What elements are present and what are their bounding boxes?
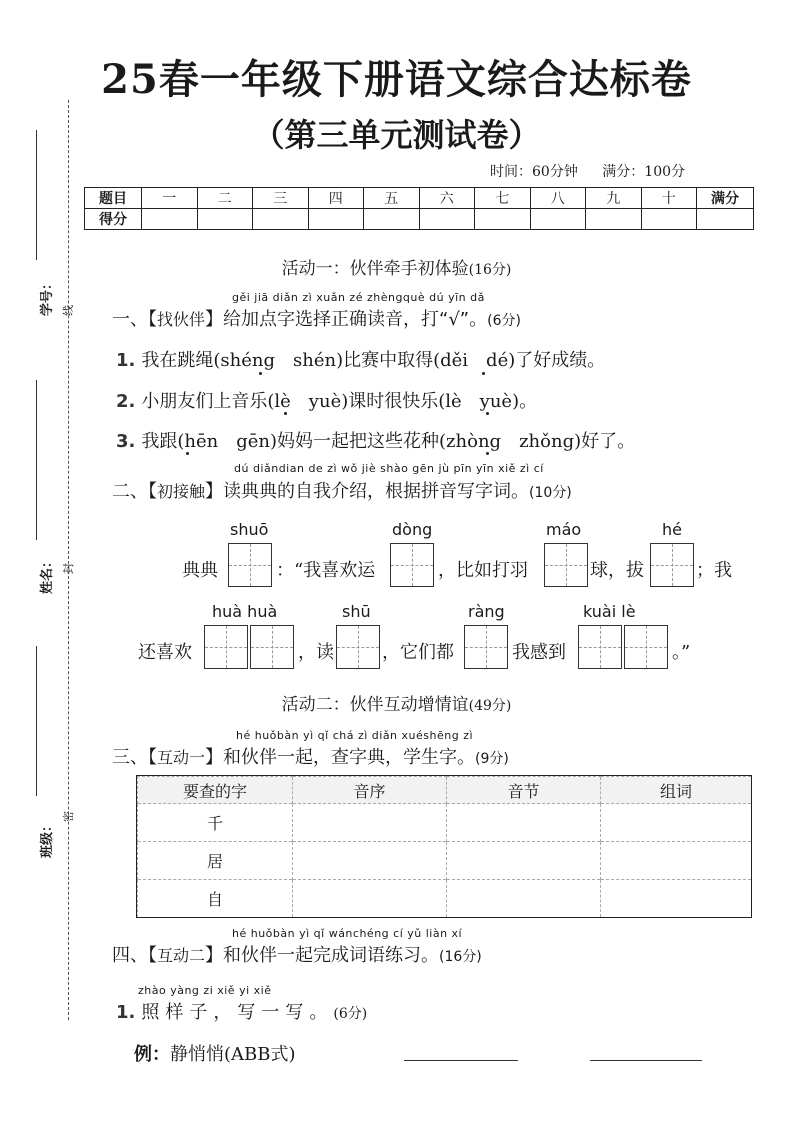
binding-line bbox=[68, 100, 69, 1020]
table-row bbox=[138, 880, 752, 918]
blank-pinyin: kuài lè bbox=[583, 602, 636, 621]
page-title: 25春一年级下册语文综合达标卷 bbox=[101, 56, 692, 103]
score-cell: 题目 bbox=[85, 188, 142, 209]
q2-text-segment: ；我 bbox=[696, 560, 732, 581]
q2-text-segment: ：“我喜欢运 bbox=[276, 560, 376, 581]
emphasis-dot bbox=[186, 452, 189, 455]
blank-pinyin: shuō bbox=[230, 520, 269, 539]
dictionary-char: 千 bbox=[138, 804, 293, 842]
q4-prefix: 四、【 bbox=[112, 945, 157, 966]
score-input-cell[interactable] bbox=[308, 209, 364, 230]
writing-box[interactable] bbox=[624, 625, 668, 669]
score-cell: 七 bbox=[475, 188, 531, 209]
score-cell: 一 bbox=[142, 188, 198, 209]
q4-sub1-num: 1. bbox=[116, 1002, 136, 1023]
class-field[interactable] bbox=[36, 646, 37, 796]
emphasis-dot bbox=[486, 452, 489, 455]
q2-text-segment: ，读 bbox=[298, 642, 334, 663]
q1-item-num: 3. bbox=[116, 431, 136, 452]
activity-2-title: 活动二：伙伴互动增情谊 bbox=[281, 695, 469, 715]
activity-1-points: (16分) bbox=[468, 262, 512, 278]
q1-item-num: 2. bbox=[116, 391, 136, 412]
score-input-cell[interactable] bbox=[697, 209, 754, 230]
q1-text: 】给加点字选择正确读音，打“√”。 bbox=[205, 309, 488, 330]
q1-item-text: 小朋友们上音乐(lè yuè)课时很快乐(lè yuè)。 bbox=[141, 391, 538, 412]
blank-pinyin: hé bbox=[662, 520, 682, 539]
seal-mark: 封 bbox=[62, 563, 75, 574]
activity-1-title: 活动一：伙伴牵手初体验 bbox=[281, 259, 469, 279]
q2-points: (10分) bbox=[529, 485, 572, 501]
q3-prefix: 三、【 bbox=[112, 747, 157, 768]
name-field[interactable] bbox=[36, 380, 37, 540]
score-cell: 五 bbox=[364, 188, 420, 209]
answer-blank[interactable] bbox=[590, 1060, 702, 1061]
score-cell: 六 bbox=[419, 188, 475, 209]
q1-heading bbox=[112, 305, 521, 331]
blank-pinyin: dòng bbox=[392, 520, 433, 539]
score-row-label: 得分 bbox=[85, 209, 142, 230]
q1-pinyin: gěi jiā diǎn zì xuǎn zé zhèngquè dú yīn dǎ bbox=[232, 291, 485, 304]
score-input-cell[interactable] bbox=[475, 209, 531, 230]
writing-box[interactable] bbox=[336, 625, 380, 669]
answer-cell[interactable] bbox=[447, 880, 601, 918]
answer-cell[interactable] bbox=[447, 842, 601, 880]
q2-prefix: 二、【 bbox=[112, 481, 157, 502]
q1-item-num: 1. bbox=[116, 350, 136, 371]
blank-pinyin: ràng bbox=[468, 602, 505, 621]
writing-box[interactable] bbox=[390, 543, 434, 587]
answer-cell[interactable] bbox=[293, 804, 447, 842]
score-cell: 十 bbox=[641, 188, 697, 209]
writing-box[interactable] bbox=[578, 625, 622, 669]
class-label: 班级： bbox=[40, 818, 55, 858]
q3-points: (9分) bbox=[475, 751, 509, 767]
emphasis-dot bbox=[486, 412, 489, 415]
example-text: 静悄悄(ABB式) bbox=[170, 1044, 296, 1065]
score-input-cell[interactable] bbox=[253, 209, 309, 230]
time-limit: 时间：60分钟 bbox=[490, 164, 578, 180]
q4-sub1-text: 照样子，写一写。 bbox=[141, 1002, 334, 1023]
dictionary-header-cell: 组词 bbox=[601, 777, 752, 804]
score-input-cell[interactable] bbox=[197, 209, 253, 230]
writing-box[interactable] bbox=[250, 625, 294, 669]
q4-sub1-points: (6分) bbox=[333, 1006, 368, 1022]
dictionary-header-cell: 音节 bbox=[447, 777, 601, 804]
q1-item-2 bbox=[116, 387, 537, 413]
q4-sub1 bbox=[116, 998, 367, 1024]
q4-example bbox=[134, 1040, 296, 1066]
writing-box[interactable] bbox=[650, 543, 694, 587]
q4-points: (16分) bbox=[439, 949, 482, 965]
answer-cell[interactable] bbox=[601, 804, 752, 842]
emphasis-dot bbox=[259, 372, 262, 375]
score-cell: 三 bbox=[253, 188, 309, 209]
page-subtitle: （第三单元测试卷） bbox=[252, 116, 541, 154]
writing-box[interactable] bbox=[544, 543, 588, 587]
blank-pinyin: shū bbox=[342, 602, 371, 621]
q4-heading bbox=[112, 941, 482, 967]
score-input-cell[interactable] bbox=[142, 209, 198, 230]
table-row bbox=[138, 842, 752, 880]
emphasis-dot bbox=[482, 372, 485, 375]
q2-text-segment: 。” bbox=[672, 642, 691, 663]
score-table-score-row bbox=[85, 209, 754, 230]
score-cell: 满分 bbox=[697, 188, 754, 209]
score-cell: 二 bbox=[197, 188, 253, 209]
line-mark: 线 bbox=[62, 305, 75, 316]
score-input-cell[interactable] bbox=[364, 209, 420, 230]
q2-text-segment: 球，拔 bbox=[590, 560, 644, 581]
writing-box[interactable] bbox=[228, 543, 272, 587]
q2-tag: 初接触 bbox=[157, 482, 206, 501]
exam-meta bbox=[490, 161, 705, 181]
q3-pinyin: hé huǒbàn yì qǐ chá zì diǎn xuéshēng zì bbox=[236, 729, 474, 742]
dictionary-char: 自 bbox=[138, 880, 293, 918]
q2-text: 】读典典的自我介绍，根据拼音写字词。 bbox=[205, 481, 530, 502]
blank-pinyin: huà huà bbox=[212, 602, 278, 621]
dictionary-header-cell: 要查的字 bbox=[138, 777, 293, 804]
writing-box[interactable] bbox=[204, 625, 248, 669]
score-input-cell[interactable] bbox=[586, 209, 642, 230]
q2-text-segment: ，比如打羽 bbox=[438, 560, 528, 581]
q2-text-segment: 典典 bbox=[182, 560, 218, 581]
activity-2-points: (49分) bbox=[468, 698, 512, 714]
score-cell: 四 bbox=[308, 188, 364, 209]
activity-2-heading bbox=[0, 690, 793, 715]
emphasis-dot bbox=[284, 412, 287, 415]
secret-mark: 密 bbox=[62, 811, 75, 822]
dictionary-header-row bbox=[138, 777, 752, 804]
q3-tag: 互动一 bbox=[157, 748, 206, 767]
q1-item-text: 我在跳绳(shéng shén)比赛中取得(děi dé)了好成绩。 bbox=[141, 350, 606, 371]
dictionary-header-cell: 音序 bbox=[293, 777, 447, 804]
answer-cell[interactable] bbox=[447, 804, 601, 842]
q2-pinyin: dú diǎndian de zì wǒ jiè shào gēn jù pīn yīn xiě zì cí bbox=[234, 462, 544, 475]
student-id-field[interactable] bbox=[36, 130, 37, 260]
answer-blank[interactable] bbox=[404, 1060, 518, 1061]
answer-cell[interactable] bbox=[293, 842, 447, 880]
q1-prefix: 一、【 bbox=[112, 309, 157, 330]
answer-cell[interactable] bbox=[293, 880, 447, 918]
q3-text: 】和伙伴一起，查字典，学生字。 bbox=[205, 747, 476, 768]
example-label: 例： bbox=[134, 1044, 170, 1065]
q2-text-segment: 我感到 bbox=[512, 642, 566, 663]
score-input-cell[interactable] bbox=[530, 209, 586, 230]
q1-tag: 找伙伴 bbox=[157, 310, 206, 329]
dictionary-table bbox=[137, 776, 751, 917]
score-table bbox=[84, 187, 754, 230]
q4-sub1-pinyin: zhào yàng zi xiě yi xiě bbox=[138, 984, 272, 997]
q1-points: (6分) bbox=[487, 313, 521, 329]
q4-tag: 互动二 bbox=[157, 946, 206, 965]
writing-box[interactable] bbox=[464, 625, 508, 669]
q4-pinyin: hé huǒbàn yì qǐ wánchéng cí yǔ liàn xí bbox=[232, 927, 463, 940]
q1-item-text: 我跟(hēn gēn)妈妈一起把这些花种(zhòng zhǒng)好了。 bbox=[141, 431, 636, 452]
score-cell: 九 bbox=[586, 188, 642, 209]
blank-pinyin: máo bbox=[546, 520, 582, 539]
score-cell: 八 bbox=[530, 188, 586, 209]
name-label: 姓名： bbox=[40, 554, 55, 594]
activity-1-heading bbox=[0, 254, 793, 279]
score-table-header-row bbox=[85, 188, 754, 209]
score-input-cell[interactable] bbox=[419, 209, 475, 230]
q1-item-3 bbox=[116, 427, 635, 453]
q2-heading bbox=[112, 477, 572, 503]
full-score: 满分：100分 bbox=[602, 164, 686, 180]
table-row bbox=[138, 804, 752, 842]
answer-cell[interactable] bbox=[601, 880, 752, 918]
score-input-cell[interactable] bbox=[641, 209, 697, 230]
q4-text: 】和伙伴一起完成词语练习。 bbox=[205, 945, 440, 966]
q2-text-segment: 还喜欢 bbox=[138, 642, 192, 663]
dictionary-char: 居 bbox=[138, 842, 293, 880]
student-id-label: 学号： bbox=[40, 276, 55, 316]
q2-text-segment: ，它们都 bbox=[382, 642, 454, 663]
q3-heading bbox=[112, 743, 509, 769]
answer-cell[interactable] bbox=[601, 842, 752, 880]
q1-item-1 bbox=[116, 346, 605, 372]
